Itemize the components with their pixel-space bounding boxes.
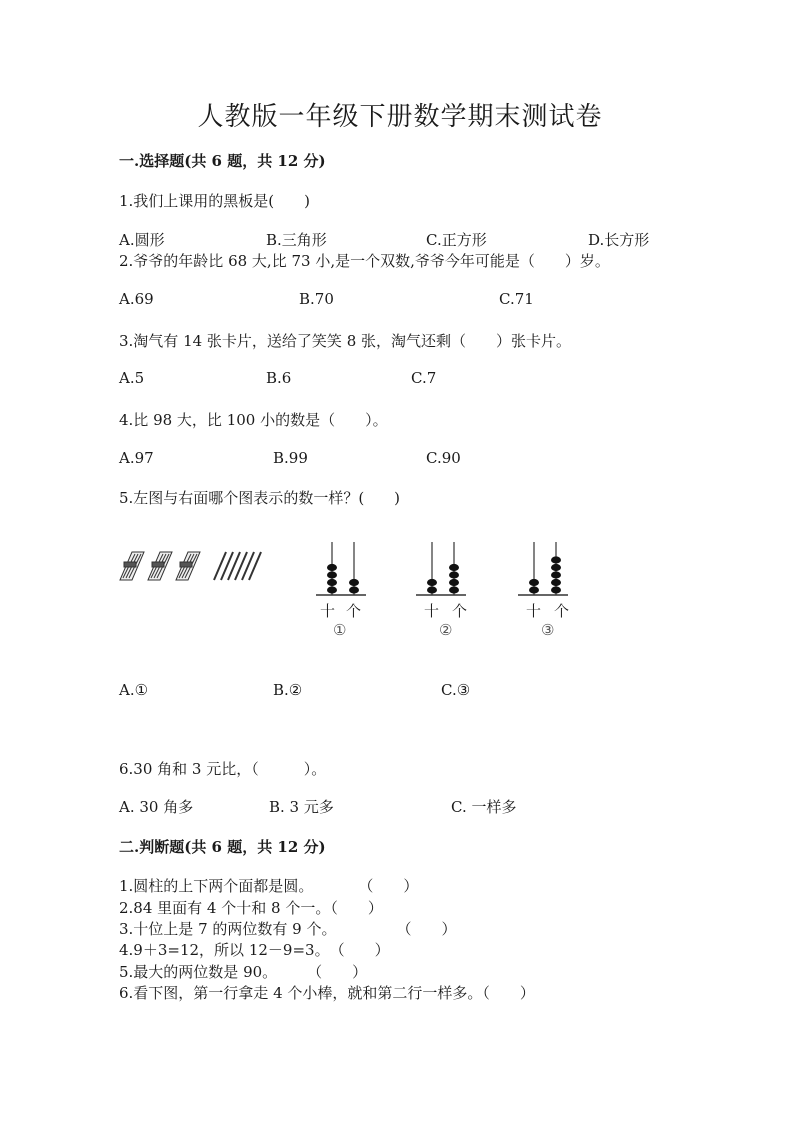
judgement-item-3: 3.十位上是 7 的两位数有 9 个。 （ ） xyxy=(119,920,457,938)
abacus-bead xyxy=(449,571,459,578)
abacus-bead xyxy=(427,586,437,593)
abacus-2-ones-label: 个 xyxy=(452,602,468,620)
judgement-item-6: 6.看下图，第一行拿走 4 个小棒，就和第二行一样多。（ ） xyxy=(119,984,535,1002)
q4-option-c: C.90 xyxy=(426,449,461,467)
stick-bundles-illustration xyxy=(118,548,270,588)
q4-option-b: B.99 xyxy=(273,449,308,467)
abacus-bead xyxy=(551,571,561,578)
abacus-2-tens-label: 十 xyxy=(424,602,440,620)
question-3: 3.淘气有 14 张卡片，送给了笑笑 8 张，淘气还剩（ ）张卡片。 xyxy=(119,332,572,350)
q5-option-a: A.① xyxy=(119,681,149,699)
abacus-bead xyxy=(551,586,561,593)
q2-option-c: C.71 xyxy=(499,290,534,308)
abacus-bead xyxy=(551,556,561,563)
abacus-3-ones-label: 个 xyxy=(554,602,570,620)
abacus-bead xyxy=(349,586,359,593)
abacus-1 xyxy=(316,540,366,600)
q3-option-b: B.6 xyxy=(266,369,292,387)
stick-bundle-3 xyxy=(176,552,200,580)
abacus-bead xyxy=(449,564,459,571)
abacus-bead xyxy=(327,564,337,571)
q6-option-b: B. 3 元多 xyxy=(269,798,334,816)
page-title: 人教版一年级下册数学期末测试卷 xyxy=(197,102,603,132)
q5-option-b: B.② xyxy=(273,681,303,699)
abacus-bead xyxy=(529,579,539,586)
abacus-3 xyxy=(518,540,568,600)
abacus-bead xyxy=(551,579,561,586)
abacus-bead xyxy=(449,579,459,586)
question-1: 1.我们上课用的黑板是( ) xyxy=(119,192,311,210)
abacus-bead xyxy=(529,586,539,593)
q6-option-a: A. 30 角多 xyxy=(119,798,194,816)
abacus-1-ones-label: 个 xyxy=(346,602,362,620)
judgement-item-4: 4.9＋3=12，所以 12－9=3。 （ ） xyxy=(119,941,390,959)
stick-bundle-2 xyxy=(148,552,172,580)
q1-option-d: D.长方形 xyxy=(588,231,650,249)
abacus-bead xyxy=(349,579,359,586)
abacus-bead xyxy=(327,579,337,586)
stick-bundle-1 xyxy=(120,552,144,580)
abacus-bead xyxy=(551,564,561,571)
question-6: 6.30 角和 3 元比，（ ）。 xyxy=(119,760,327,778)
abacus-1-number: ① xyxy=(333,621,347,639)
abacus-bead xyxy=(327,586,337,593)
judgement-item-1: 1.圆柱的上下两个面都是圆。 （ ） xyxy=(119,877,419,895)
question-5: 5.左图与右面哪个图表示的数一样？( ) xyxy=(119,489,401,507)
abacus-bead xyxy=(449,586,459,593)
q1-option-c: C.正方形 xyxy=(426,231,487,249)
q1-option-a: A.圆形 xyxy=(119,231,165,249)
abacus-3-tens-label: 十 xyxy=(526,602,542,620)
abacus-1-tens-label: 十 xyxy=(320,602,336,620)
q6-option-c: C. 一样多 xyxy=(451,798,517,816)
q3-option-a: A.5 xyxy=(119,369,145,387)
q5-option-c: C.③ xyxy=(441,681,471,699)
q3-option-c: C.7 xyxy=(411,369,437,387)
abacus-2 xyxy=(416,540,466,600)
q2-option-a: A.69 xyxy=(119,290,154,308)
q2-option-b: B.70 xyxy=(299,290,334,308)
section-heading-judgement: 二.判断题(共 6 题，共 12 分) xyxy=(119,838,326,856)
section-heading-choice: 一.选择题(共 6 题，共 12 分) xyxy=(119,152,326,170)
abacus-bead xyxy=(427,579,437,586)
q1-option-b: B.三角形 xyxy=(266,231,327,249)
question-4: 4.比 98 大，比 100 小的数是（ ）。 xyxy=(119,411,388,429)
judgement-item-2: 2.84 里面有 4 个十和 8 个一。（ ） xyxy=(119,899,383,917)
q4-option-a: A.97 xyxy=(119,449,154,467)
question-2: 2.爷爷的年龄比 68 大,比 73 小,是一个双数,爷爷今年可能是（ ）岁。 xyxy=(119,252,610,270)
loose-sticks xyxy=(214,552,261,580)
judgement-item-5: 5.最大的两位数是 90。 （ ） xyxy=(119,963,368,981)
abacus-bead xyxy=(327,571,337,578)
abacus-3-number: ③ xyxy=(541,621,555,639)
abacus-2-number: ② xyxy=(439,621,453,639)
